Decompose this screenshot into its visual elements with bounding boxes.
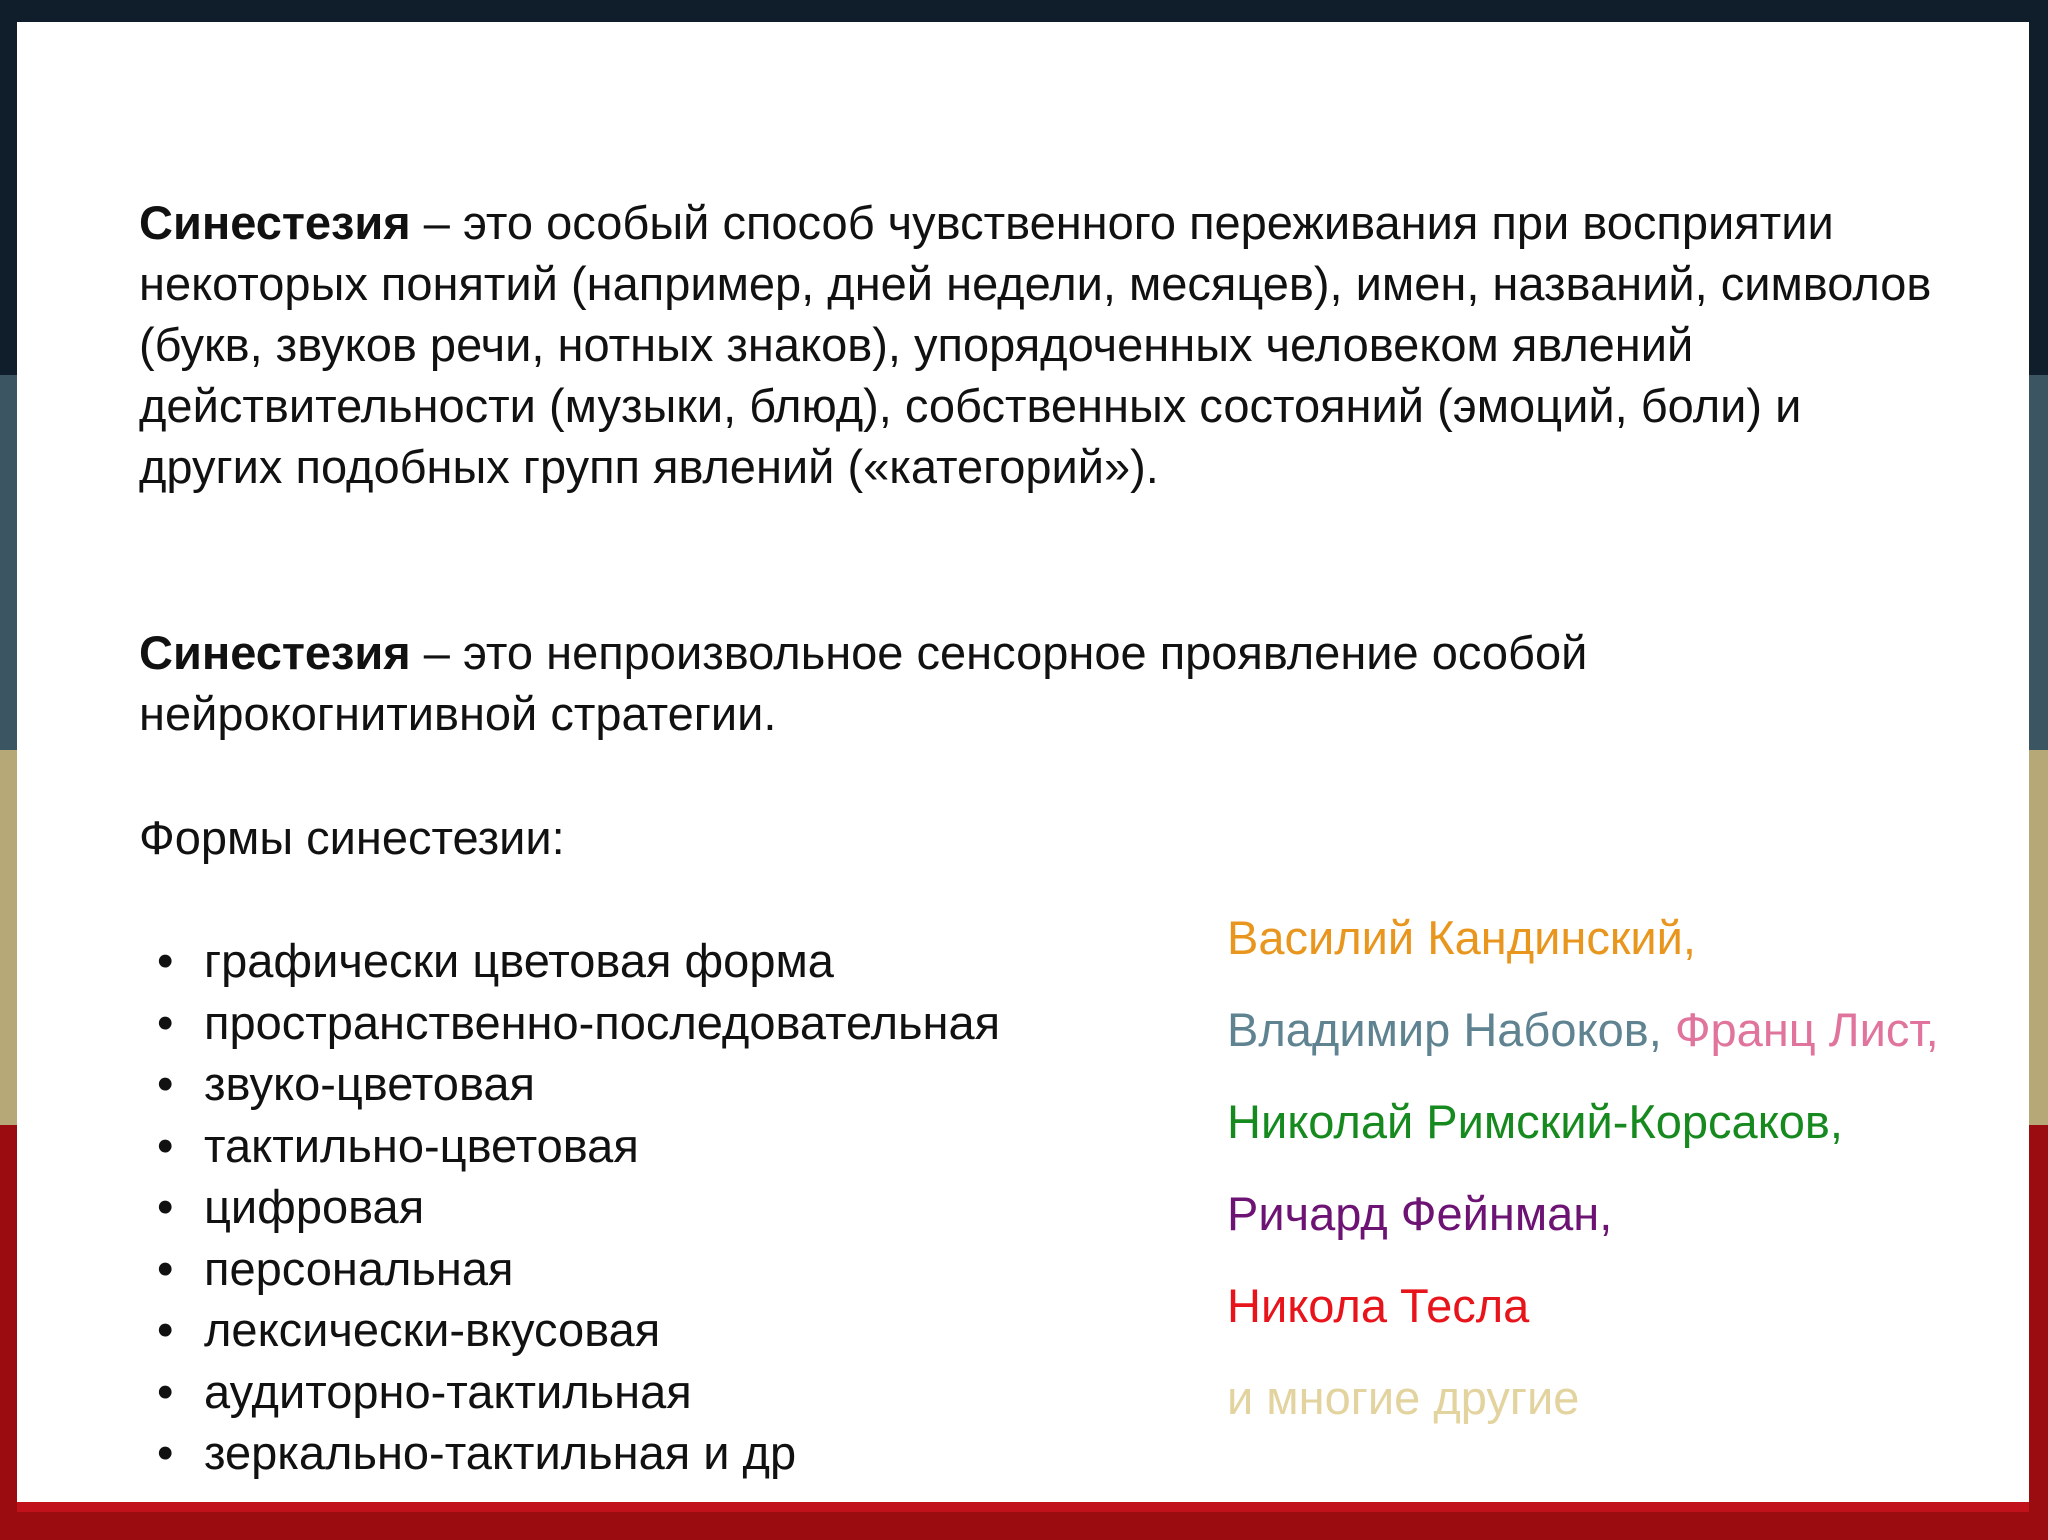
person-liszt: Франц Лист, bbox=[1674, 1003, 1939, 1056]
list-item: • лексически-вкусовая bbox=[139, 1299, 1000, 1361]
definition-term: Синестезия bbox=[139, 196, 411, 249]
bullet-icon: • bbox=[157, 1057, 174, 1110]
bullet-icon: • bbox=[157, 1180, 174, 1233]
bullet-icon: • bbox=[157, 1303, 174, 1356]
definition-text: – это непроизвольное сенсорное проявление особой нейрокогнитивной стратегии. bbox=[139, 626, 1588, 740]
person-feynman: Ричард Фейнман, bbox=[1227, 1187, 1613, 1240]
list-item: • графически цветовая форма bbox=[139, 930, 1000, 992]
person-rimsky-korsakov: Николай Римский-Корсаков, bbox=[1227, 1095, 1843, 1148]
bullet-icon: • bbox=[157, 1426, 174, 1479]
definition-text: – это особый способ чувственного переживания при восприятии некоторых понятий (например, дней недели, месяцев), имен, названий, символов (букв, звуков речи, нотных знаков), упорядоченных человеком явлений действительности (музыки, блюд), собственных состояний (эмоций, боли) и других подобных групп явлений («категорий»). bbox=[139, 196, 1932, 493]
person-kandinsky: Василий Кандинский, bbox=[1227, 911, 1696, 964]
bullet-icon: • bbox=[157, 1118, 174, 1172]
others-note: и многие другие bbox=[1227, 1371, 1580, 1424]
synesthetes-list bbox=[1227, 892, 1967, 1444]
forms-heading: Формы синестезии: bbox=[139, 811, 565, 864]
bullet-icon: • bbox=[157, 995, 174, 1049]
forms-list bbox=[139, 930, 1000, 1484]
list-item: • звуко-цветовая bbox=[139, 1053, 1000, 1115]
bullet-icon: • bbox=[157, 1241, 174, 1295]
list-item: • зеркально-тактильная и др bbox=[139, 1422, 1000, 1484]
list-item: • персональная bbox=[139, 1238, 1000, 1300]
list-item: • аудиторно-тактильная bbox=[139, 1361, 1000, 1423]
person-nabokov: Владимир Набоков, bbox=[1227, 1003, 1662, 1056]
definition-paragraph-1 bbox=[139, 192, 1939, 497]
list-item: • пространственно-последовательная bbox=[139, 992, 1000, 1054]
definition-paragraph-2 bbox=[139, 622, 1939, 744]
person-tesla: Никола Тесла bbox=[1227, 1279, 1530, 1332]
list-item: • цифровая bbox=[139, 1176, 1000, 1238]
list-item: • тактильно-цветовая bbox=[139, 1115, 1000, 1177]
definition-term: Синестезия bbox=[139, 626, 411, 679]
bullet-icon: • bbox=[157, 934, 174, 987]
bullet-icon: • bbox=[157, 1364, 174, 1418]
slide bbox=[17, 22, 2029, 1512]
